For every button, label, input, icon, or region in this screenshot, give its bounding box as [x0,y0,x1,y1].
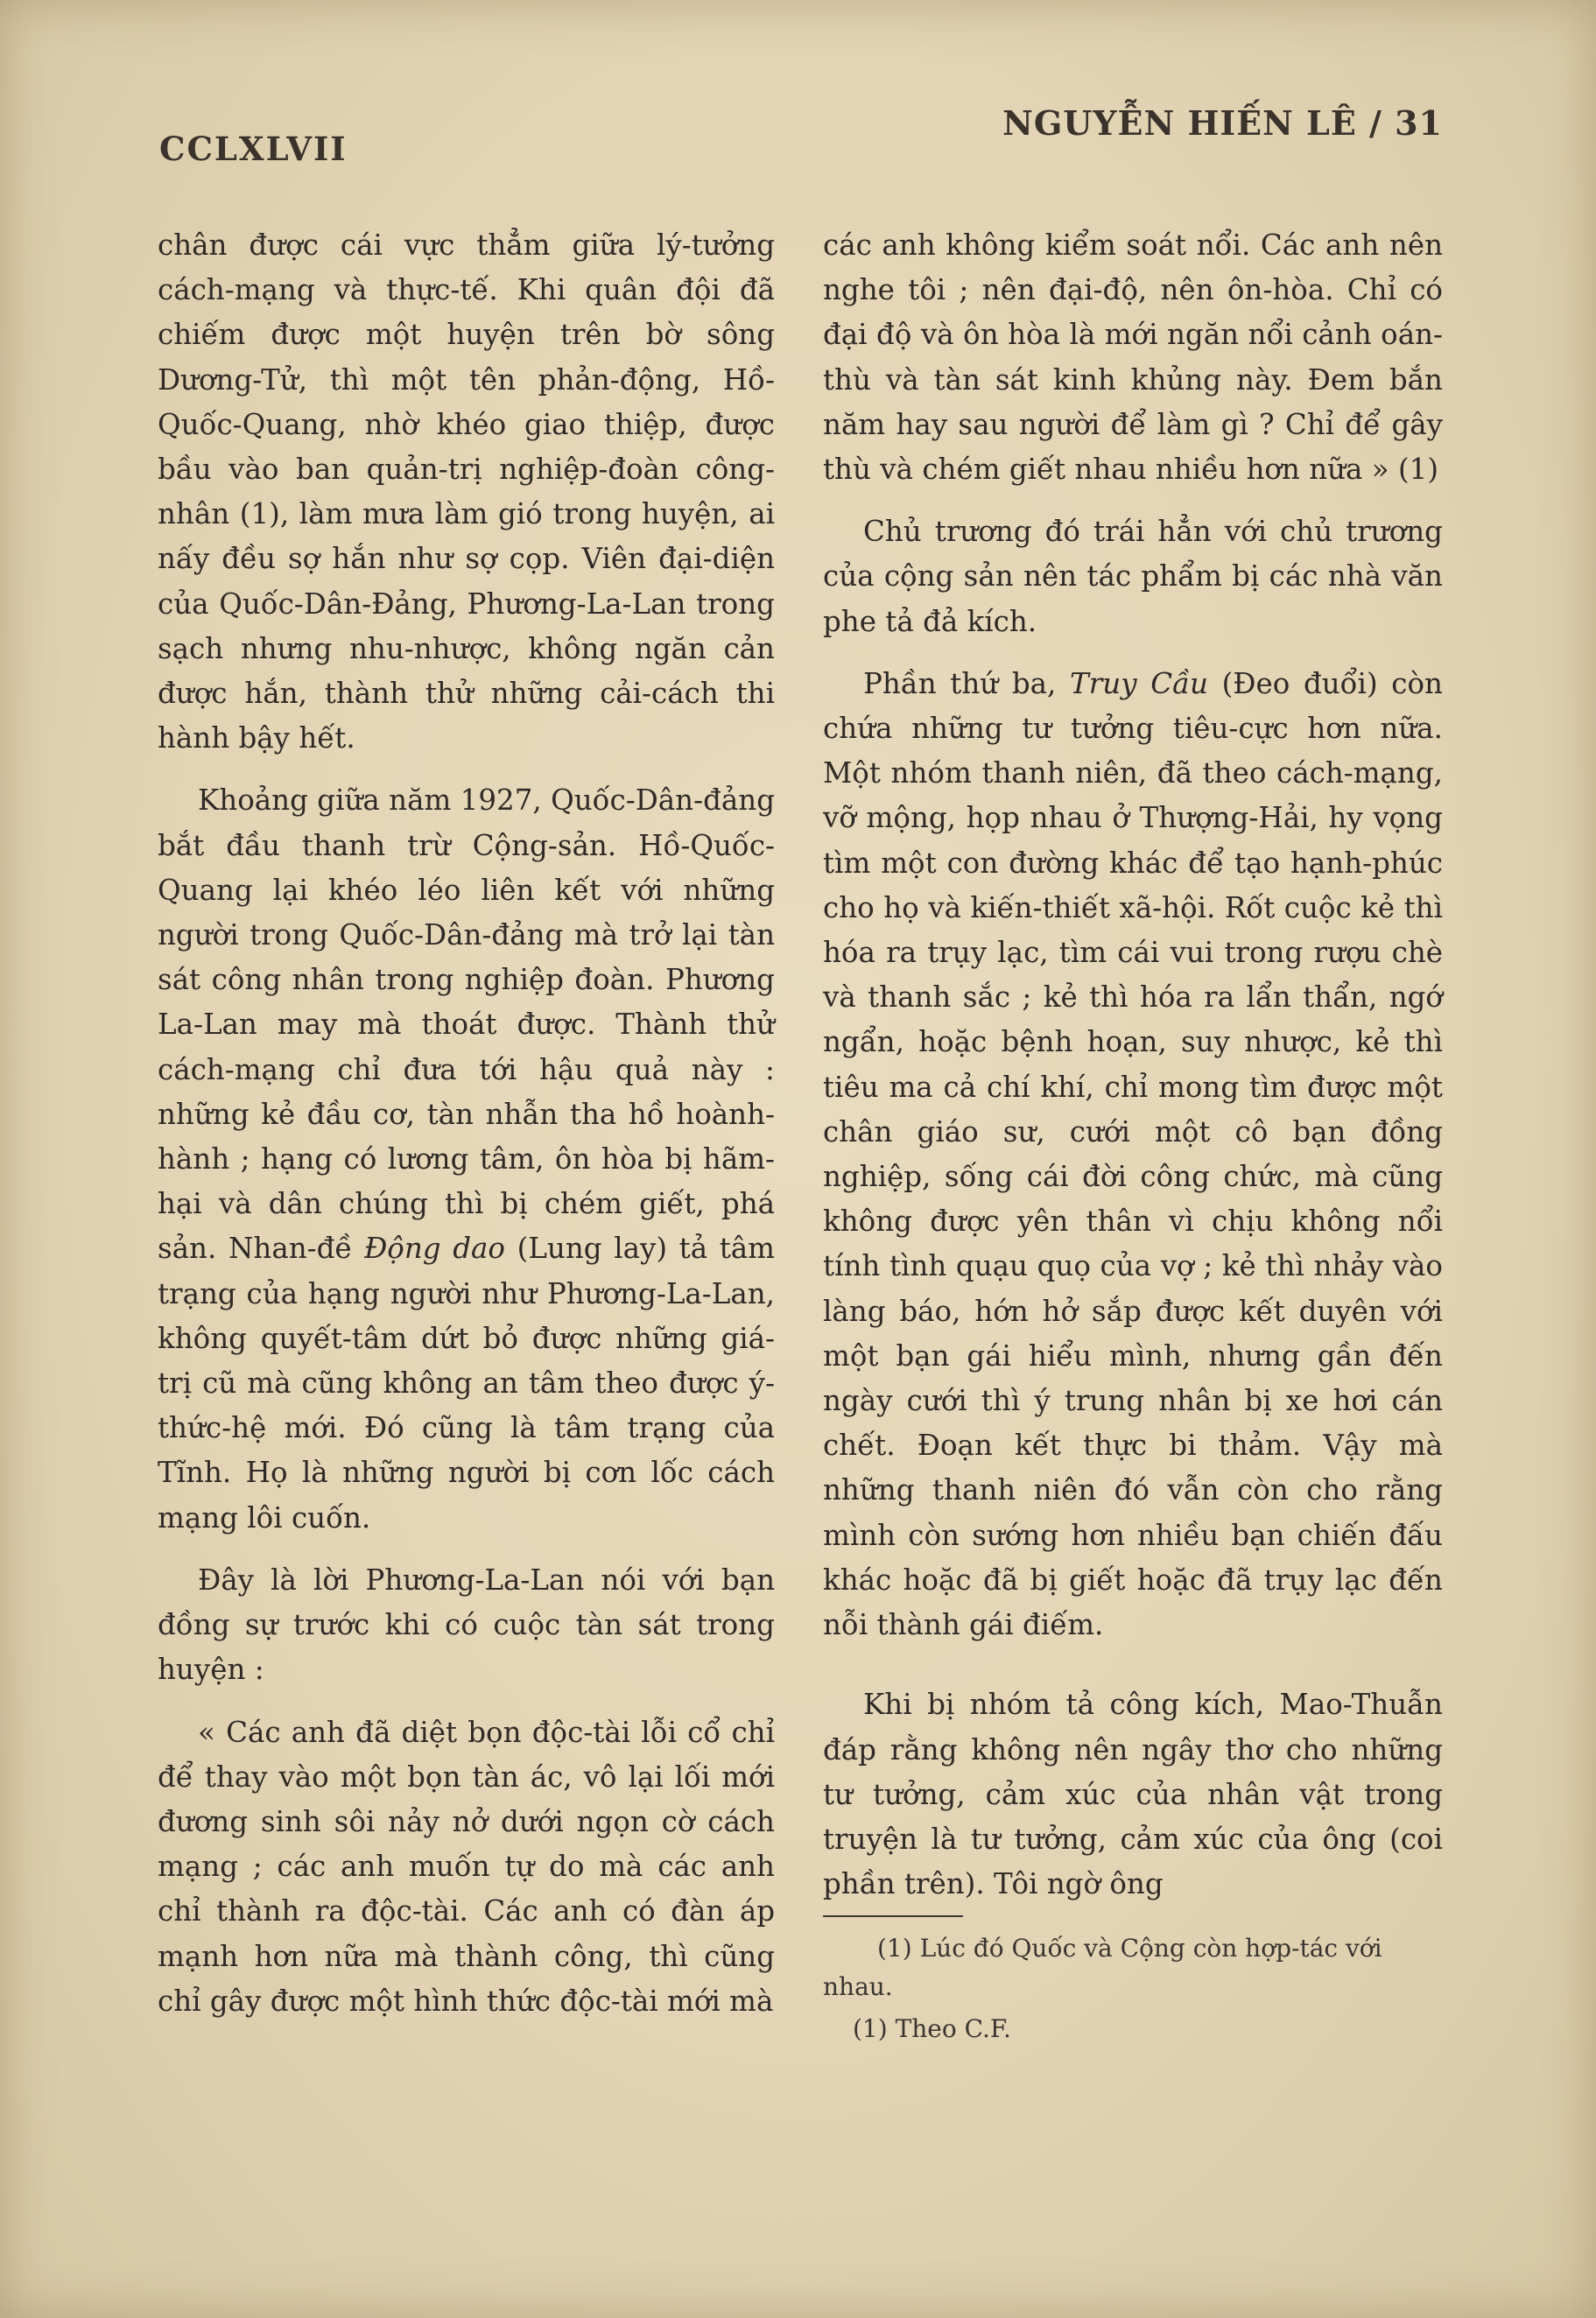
paragraph: Khi bị nhóm tả công kích, Mao-Thuẫn đáp rằng không nên ngây thơ cho những tư tưởng, cảm xúc của nhân vật trong truyện là tư tưởng, cảm xúc của ông (coi phần trên). Tôi ngờ ông [823,1688,1443,1901]
author-page-number: NGUYỄN HIẾN LÊ / 31 [1002,103,1443,143]
paragraph [823,662,1443,1647]
paragraph [158,778,775,1540]
paragraph: Đây là lời Phương-La-Lan nói với bạn đồng sự trước khi có cuộc tàn sát trong huyện : [158,1563,775,1687]
running-header [159,103,1443,168]
left-column [158,223,775,2024]
paragraph-text: (Lung lay) tả tâm trạng của hạng người như Phương-La-Lan, không quyết-tâm dứt bỏ được những giá-trị cũ mà cũng không an tâm theo được ý-thức-hệ mới. Đó cũng là tâm trạng của Tĩnh. Họ là những người bị cơn lốc cách mạng lôi cuốn. [158,1232,775,1535]
quotation-paragraph: « Các anh đã diệt bọn độc-tài lỗi cổ chỉ để thay vào một bọn tàn ác, vô lại lối mới đương sinh sôi nảy nở dưới ngọn cờ cách mạng ; các anh muốn tự do mà các anh chỉ thành ra độc-tài. Các anh có đàn áp mạnh hơn nữa mà thành công, thì cũng chỉ gây được một hình thức độc-tài mới mà [158,1715,775,2018]
paragraph: Chủ trương đó trái hẳn với chủ trương của cộng sản nên tác phẩm bị các nhà văn phe tả đả kích. [823,515,1443,638]
paragraph-text: Khoảng giữa năm 1927, Quốc-Dân-đảng bắt đầu thanh trừ Cộng-sản. Hồ-Quốc-Quang lại khéo léo liên kết với những người trong Quốc-Dân-đảng mà trở lại tàn sát công nhân trong nghiệp đoàn. Phương La-Lan may mà thoát được. Thành thử cách-mạng chỉ đưa tới hậu quả này : những kẻ đầu cơ, tàn nhẫn tha hồ hoành-hành ; hạng có lương tâm, ôn hòa bị hãm-hại và dân chúng thì bị chém giết, phá sản. Nhan-đề [158,783,775,1266]
footnote-divider [823,1915,963,1917]
italic-title: Truy Cầu [1070,666,1208,700]
paragraph: chân được cái vực thẳm giữa lý-tưởng cách-mạng và thực-tế. Khi quân đội đã chiếm được một huyện trên bờ sông Dương-Tử, thì một tên phản-động, Hồ-Quốc-Quang, nhờ khéo giao thiệp, được bầu vào ban quản-trị nghiệp-đoàn công-nhân (1), làm mưa làm gió trong huyện, ai nấy đều sợ hắn như sợ cọp. Viên đại-diện của Quốc-Dân-Đảng, Phương-La-Lan trong sạch nhưng nhu-nhược, không ngăn cản được hắn, thành thử những cải-cách thi hành bậy hết. [158,228,775,755]
roman-numeral-label: CCLXLVII [159,130,348,168]
footnote: (1) Theo C.F. [853,2014,1011,2044]
italic-title: Động dao [364,1232,505,1266]
quotation-continuation: các anh không kiểm soát nổi. Các anh nên nghe tôi ; nên đại-độ, nên ôn-hòa. Chỉ có đại độ và ôn hòa là mới ngăn nổi cảnh oán-thù và tàn sát kinh khủng này. Đem bắn năm hay sau người để làm gì ? Chỉ để gây thù và chém giết nhau nhiều hơn nữa » (1) [823,228,1443,487]
paragraph-text: (Đeo đuổi) còn chứa những tư tưởng tiêu-cực hơn nữa. Một nhóm thanh niên, đã theo cách-mạng, vỡ mộng, họp nhau ở Thượng-Hải, hy vọng tìm một con đường khác để tạo hạnh-phúc cho họ và kiến-thiết xã-hội. Rốt cuộc kẻ thì hóa ra trụy lạc, tìm cái vui trong rượu chè và thanh sắc ; kẻ thì hóa ra lẩn thẩn, ngớ ngẩn, hoặc bệnh hoạn, suy nhược, kẻ thì tiêu ma cả chí khí, chỉ mong tìm được một chân giáo sư, cưới một cô bạn đồng nghiệp, sống cái đời công chức, mà cũng không được yên thân vì chịu không nổi tính tình quạu quọ của vợ ; kẻ thì nhảy vào làng báo, hớn hở sắp được kết duyên với một bạn gái hiểu mình, nhưng gần đến ngày cưới thì ý trung nhân bị xe hơi cán chết. Đoạn kết thực bi thảm. Vậy mà những thanh niên đó vẫn còn cho rằng mình còn sướng hơn nhiều bạn chiến đấu khác hoặc đã bị giết hoặc đã trụy lạc đến nỗi thành gái điếm. [823,666,1443,1642]
paragraph-text: Phần thứ ba, [863,666,1071,700]
right-column [823,223,1443,2048]
footnote: (1) Lúc đó Quốc và Cộng còn hợp-tác với nhau. [823,1934,1382,2002]
